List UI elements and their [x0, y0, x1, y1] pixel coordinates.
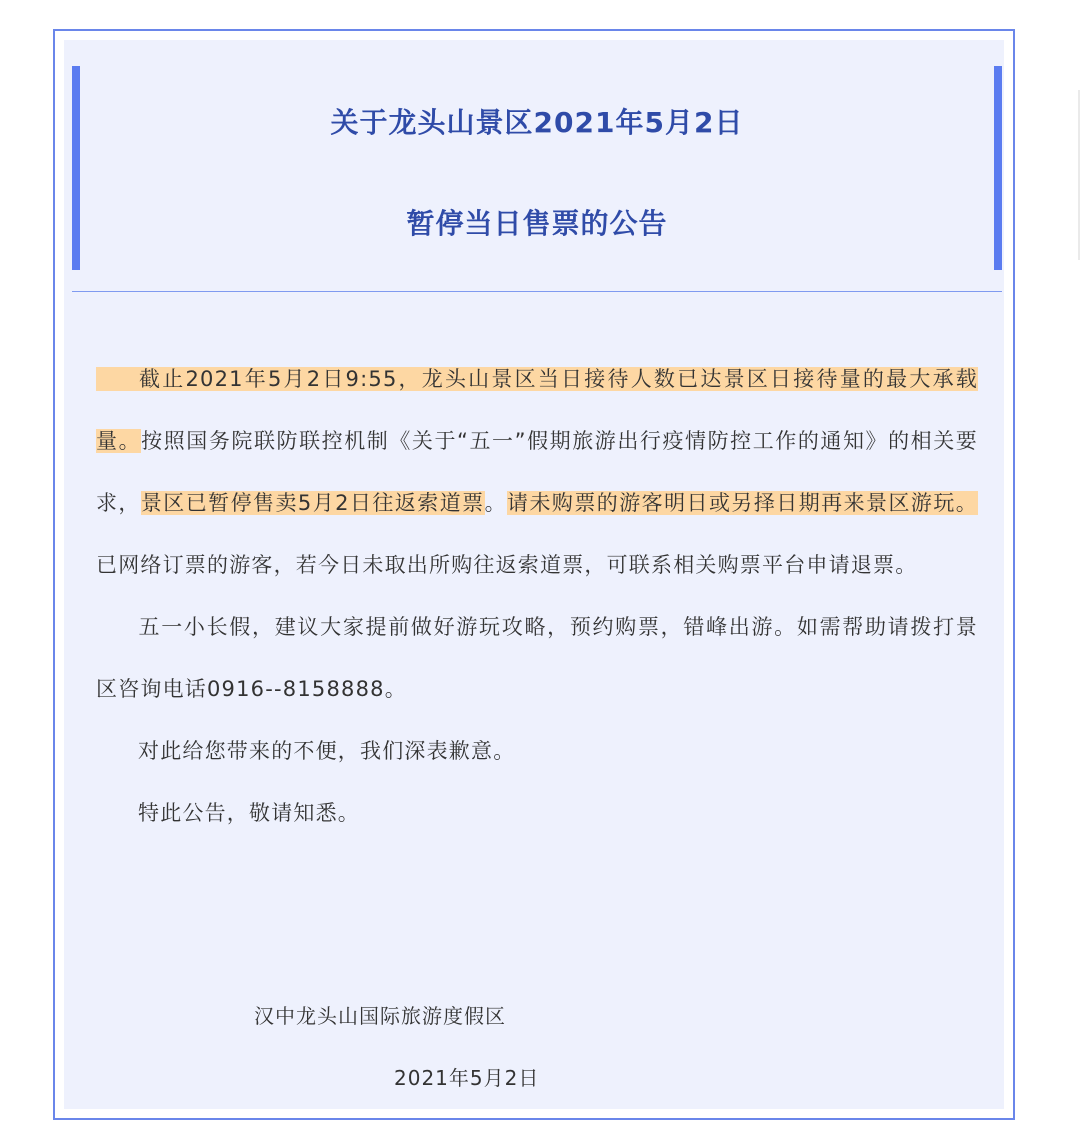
paragraph-4: 特此公告，敬请知悉。 [138, 801, 360, 825]
notice-panel [64, 40, 1004, 1109]
notice-title-line-1: 关于龙头山景区2021年5月2日 [330, 106, 744, 139]
paragraph-1-text-a: 按照国务院联防联控机制《关于“五一”假期旅游出行疫情防控工作的通知》的相关要求， [96, 429, 979, 515]
paragraph-2: 五一小长假，建议大家提前做好游玩攻略，预约购票，错峰出游。如需帮助请拨打景区咨询电话0916--8158888。 [96, 615, 978, 701]
notice-frame [53, 29, 1015, 1120]
title-divider [72, 291, 1002, 292]
title-block [72, 66, 1002, 270]
notice-title-line-2: 暂停当日售票的公告 [406, 207, 668, 240]
signature-organization: 汉中龙头山国际旅游度假区 [254, 1004, 506, 1028]
signature-date: 2021年5月2日 [394, 1066, 540, 1090]
highlight-come-another-day: 请未购票的游客明日或另择日期再来景区游玩。 [507, 491, 978, 515]
paragraph-1-text-b: 。 [484, 491, 508, 515]
paragraph-1 [96, 348, 978, 596]
highlight-capacity: 截止2021年5月2日9:55，龙头山景区当日接待人数已达景区日接待量的最大承载量。 [96, 367, 978, 453]
paragraph-3: 对此给您带来的不便，我们深表歉意。 [138, 739, 516, 763]
paragraph-1-text-c: 已网络订票的游客，若今日未取出所购往返索道票，可联系相关购票平台申请退票。 [96, 553, 918, 577]
highlight-ticket-suspension: 景区已暂停售卖5月2日往返索道票 [140, 491, 485, 515]
notice-body [96, 348, 978, 844]
